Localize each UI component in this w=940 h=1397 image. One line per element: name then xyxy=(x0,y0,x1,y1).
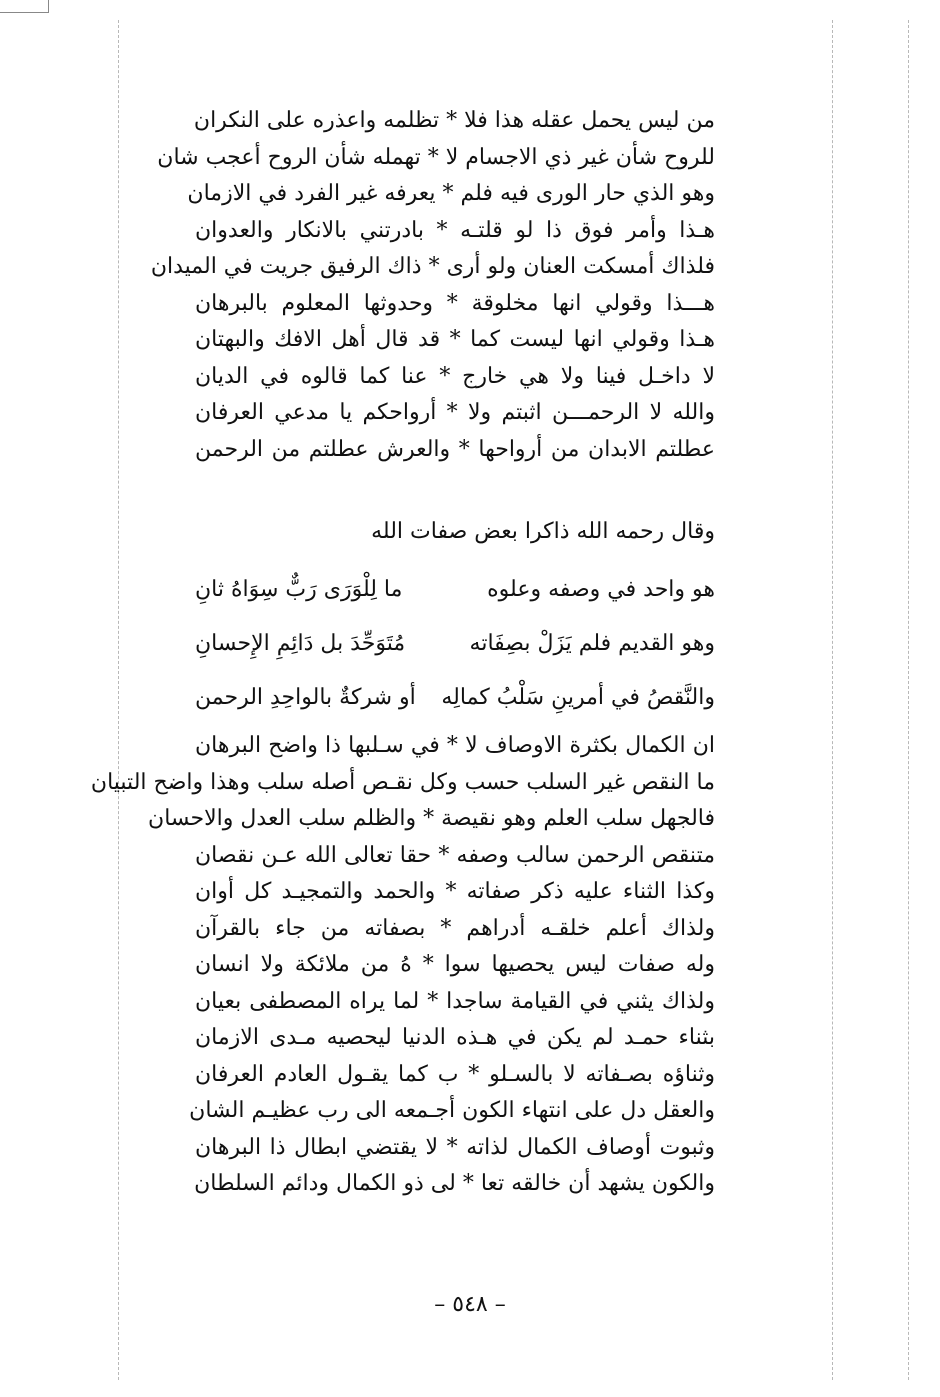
poem-line: ولذاك يثني في القيامة ساجدا * لما يراه المصطفى بعيان xyxy=(195,988,715,1014)
poem-line: وهو الذي حار الورى فيه فلم * يعرفه غير الفرد في الازمان xyxy=(187,181,715,206)
page-number: – ٥٤٨ – xyxy=(434,1292,506,1317)
poem-block-2 xyxy=(90,728,716,1203)
verse-first-hemistich: وهو القديم فلم يَزَلْ بصِفَاته xyxy=(469,630,715,656)
verse-second-hemistich: أو شركةٌ بالواحِدِ الرحمن xyxy=(195,684,416,710)
margin-guide-line xyxy=(908,20,909,1380)
poem-line: هـــذا وقولي انها مخلوقة * وحدوثها المعلوم بالبرهان xyxy=(195,290,715,316)
margin-guide-line xyxy=(832,20,833,1380)
poem-line: ولذاك أعلم خلقـه أدراهم * بصفاته من جاء بالقرآن xyxy=(195,915,715,941)
poem-line: لا داخـل فينا ولا هي خارج * عنا كما قالوه في الديان xyxy=(195,363,715,389)
poem-line: للروح شأن غير ذي الاجسام لا * تهمله شأن الروح أعجب شان xyxy=(157,144,715,170)
poem-line: والكون يشهد أن خالقه تعا * لى ذو الكمال ودائم السلطان xyxy=(194,1171,715,1196)
verse-pair xyxy=(195,569,715,609)
poem-line: ان الكمال بكثرة الاوصاف لا * في سـلبها ذا واضح البرهان xyxy=(195,733,715,758)
poem-line: من ليس يحمل عقله هذا فلا * تظلمه واعذره على النكران xyxy=(193,108,715,133)
verse-pair xyxy=(195,677,715,717)
poem-line: فالجهل سلب العلم وهو نقيصة * والظلم سلب العدل والاحسان xyxy=(148,806,715,831)
section-title: وقال رحمه الله ذاكرا بعض صفات الله xyxy=(371,519,715,544)
poem-line: وكذا الثناء عليه ذكر صفاته * والحمد والتمجيـد كل أوان xyxy=(195,879,715,904)
verse-first-hemistich: هو واحد في وصفه وعلوه xyxy=(487,576,715,602)
poem-block-1 xyxy=(150,103,715,468)
poem-line: عطلتم الابدان من أرواحها * والعرش عطلتم من الرحمن xyxy=(195,436,715,462)
verse-second-hemistich: ما لِلْوَرَى رَبٌّ سِوَاهُ ثانِ xyxy=(195,576,403,602)
poem-line: هـذا وأمر فوق ذا لو قلتـه * بادرتني بالانكار والعدوان xyxy=(195,217,715,243)
poem-line: وثبوت أوصاف الكمال لذاته * لا يقتضي ابطال ذا البرهان xyxy=(195,1134,715,1160)
poem-line: هـذا وقولي انها ليست كما * قد قال أهل الافك والبهتان xyxy=(195,327,715,352)
margin-guide-line xyxy=(118,20,119,1380)
poem-line: وثناؤه بصـفاته لا بالسـلو * ب كما يقـول العادم العرفان xyxy=(195,1061,715,1087)
poem-line: والله لا الرحمـــن اثبتم ولا * أرواحكم يا مدعي العرفان xyxy=(195,400,715,425)
poem-line: ما النقص غير السلب حسب وكل نقـص أصله سلب وهذا واضح التبيان xyxy=(90,769,715,795)
poem-line: وله صفات ليس يحصيها سوا * هُ من ملائكة ولا انسان xyxy=(195,952,715,977)
verse-second-hemistich: مُتَوَحِّدَ بل دَائِمِ الإِحسانِ xyxy=(195,630,406,656)
poem-line: والعقل دل على انتهاء الكون أجـمعه الى رب عظيـم الشان xyxy=(189,1098,715,1123)
poem-line: بثناء حمـد لم يكن في هـذه الدنيا ليحصيه مـدى الازمان xyxy=(195,1025,716,1050)
verse-first-hemistich: والنَّقصُ في أمرينِ سَلْبُ كمالِه xyxy=(441,684,715,710)
verse-pair xyxy=(195,623,715,663)
poem-line: متنقص الرحمن سالب وصفه * حقا تعالى الله عـن نقصان xyxy=(195,842,715,868)
poem-line: فلذاك أمسكت العنان ولو أرى * ذاك الرفيق جريت في الميدان xyxy=(150,254,715,279)
scan-corner-mark xyxy=(0,0,49,13)
